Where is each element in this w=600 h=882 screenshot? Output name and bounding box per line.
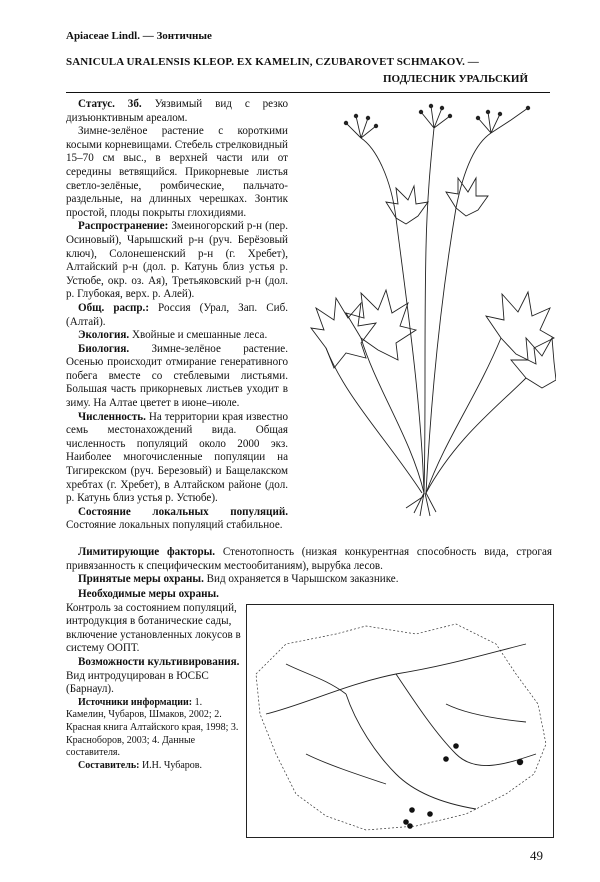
- measures-taken-paragraph: [66, 573, 552, 587]
- locality-point: [453, 743, 459, 749]
- locality-point: [443, 756, 449, 762]
- general-range-label: Общ. распр.:: [78, 301, 150, 314]
- biology-label: Биология.: [78, 342, 130, 355]
- title-rule: [66, 92, 550, 93]
- distribution-map: [246, 604, 554, 838]
- distribution-label: Распространение:: [78, 220, 169, 233]
- locality-point: [409, 807, 415, 813]
- ecology-label: Экология.: [78, 329, 130, 342]
- abundance-label: Численность.: [78, 410, 146, 423]
- description-paragraph: Зимне-зелёное растение с короткими косыми корневищами. Стебель стрелковидный 15–70 см выс., в верхней части или от середины ветвящийся. Прикорневые листья светло-зелёные, ромбические, пальчато-раздельные, на длинных черешках. Зонтик простой, плоды покрыты глохидиями.: [66, 125, 288, 219]
- limiting-factors-paragraph: [66, 546, 552, 573]
- measures-needed-heading: [66, 588, 242, 602]
- limiting-factors-text: Стенотопность (низкая конкурентная способность вида, строгая привязанность к специфическим местообитаниям), вырубка лесов.: [66, 546, 552, 572]
- abundance-text: На территории края известно семь местонахождений вида. Общая численность популяций около 2000 экз. Наиболее многочисленные популяции на Тигирекском (руч. Березовый) и Бащелакском хребтах (г. Хребет), в Алтайском районе (дол. р. Катунь близ устья р. Устюбе).: [66, 410, 288, 505]
- measures-needed-label: Необходимые меры охраны.: [78, 588, 219, 600]
- limiting-factors-label: Лимитирующие факторы.: [78, 546, 216, 558]
- locality-point: [407, 823, 413, 829]
- cultivation-paragraph: [66, 656, 242, 697]
- cultivation-text: Вид интродуцирован в ЮСБС (Барнаул).: [66, 669, 209, 696]
- cultivation-label: Возможности культивирования.: [78, 655, 240, 668]
- distribution-paragraph: [66, 220, 288, 302]
- locality-point: [403, 819, 409, 825]
- locality-point: [427, 811, 433, 817]
- full-width-text: [66, 546, 552, 587]
- local-populations-text: Состояние локальных популяций стабильное.: [66, 519, 283, 532]
- abundance-paragraph: [66, 411, 288, 506]
- measures-taken-text: Вид охраняется в Чарышском заказнике.: [206, 573, 399, 586]
- status-paragraph: [66, 98, 288, 125]
- lower-left-text: [66, 588, 242, 772]
- local-populations-label: Состояние локальных популяций.: [78, 505, 288, 518]
- species-russian-name: ПОДЛЕСНИК УРАЛЬСКИЙ: [383, 73, 529, 85]
- left-column-text: [66, 98, 288, 533]
- ecology-text: Хвойные и смешанные леса.: [131, 329, 268, 342]
- locality-point: [517, 759, 523, 765]
- ecology-paragraph: [66, 329, 288, 343]
- local-populations-paragraph: [66, 506, 288, 533]
- biology-paragraph: [66, 343, 288, 411]
- measures-needed-text: Контроль за состоянием популяций, интродукция в ботанические сады, включение установленных локусов в систему ООПТ.: [66, 601, 241, 655]
- running-header: Apiaceae Lindl. — Зонтичные: [66, 30, 212, 42]
- biology-text: Зимне-зелёное растение. Осенью происходит отмирание генеративного побега вместе со стеблевыми листьями. Большая часть прикорневых листьев уходит в зиму. На Алтае цветет в июне–июле.: [66, 342, 288, 410]
- species-latin-name: SANICULA URALENSIS KLEOP. EX KAMELIN, CZUBAROVET SCHMAKOV. —: [66, 56, 479, 68]
- general-range-text: Россия (Урал, Зап. Сиб. (Алтай).: [66, 301, 288, 328]
- general-range-paragraph: [66, 302, 288, 329]
- distribution-text: Змеиногорский р-н (пер. Осиновый), Чарышский р-н (руч. Берёзовый ключ), Солонешенский р-н (г. Хребет), Алтайский р-н (дол. р. Катунь близ устья р. Устюбе, окр. оз. Ая), Третьяковский р-н (дол. р. Глубокая, верх. р. Алей).: [66, 220, 289, 301]
- map-frame: [247, 605, 554, 838]
- compiler-text: И.Н. Чубаров.: [141, 759, 202, 771]
- measures-taken-label: Принятые меры охраны.: [78, 573, 204, 586]
- sources-text: 1. Камелин, Чубаров, Шмаков, 2002; 2. Красная книга Алтайского края, 1998; 3. Красноборов, 2003; 4. Данные составителя.: [66, 696, 239, 759]
- sources-label: Источники информации:: [78, 696, 193, 708]
- compiler-label: Составитель:: [78, 759, 140, 771]
- status-text: Уязвимый вид с резко дизъюнктивным ареалом.: [66, 98, 288, 124]
- page-number: 49: [530, 848, 543, 863]
- plant-illustration: [306, 98, 556, 518]
- status-label: Статус. 3б.: [78, 98, 142, 110]
- sources-paragraph: [66, 697, 242, 760]
- compiler-paragraph: [66, 760, 242, 773]
